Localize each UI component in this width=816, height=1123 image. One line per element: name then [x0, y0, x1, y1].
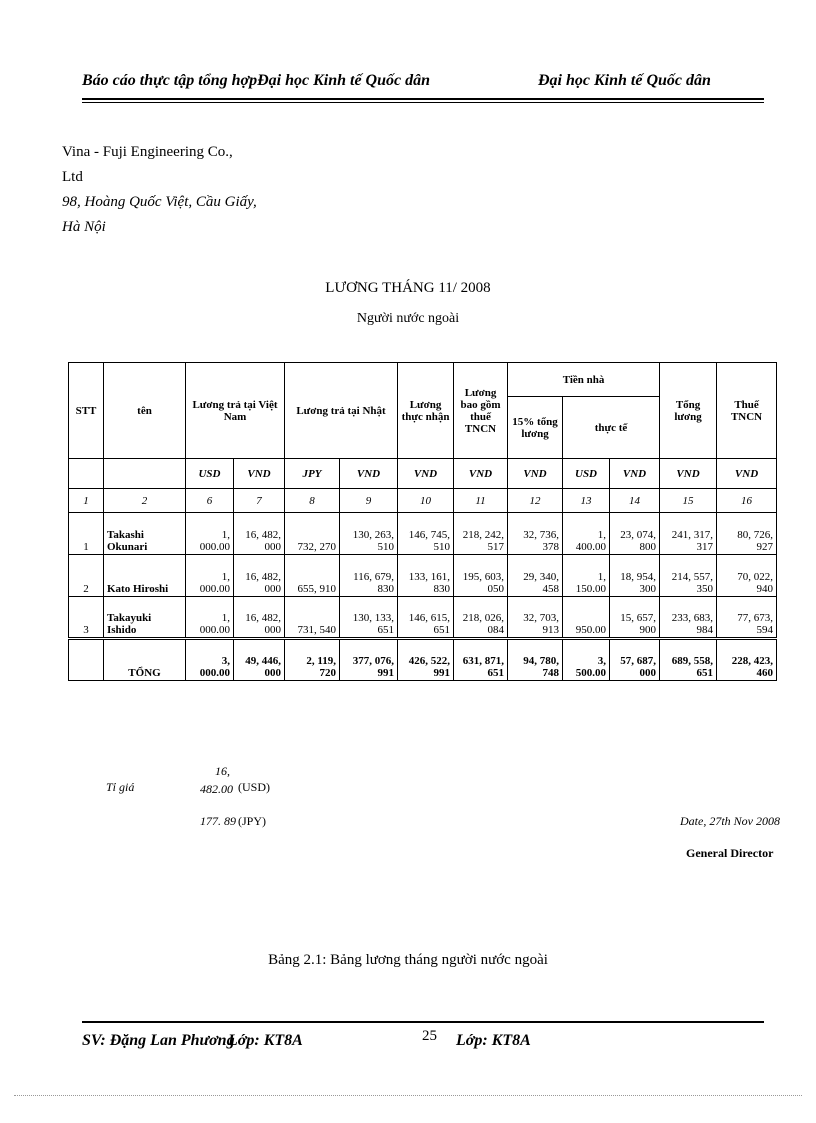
- cell: 80, 726, 927: [717, 513, 777, 555]
- table-row: [69, 597, 777, 639]
- cell: 1, 150.00: [563, 555, 610, 597]
- footer-rule: [82, 1021, 764, 1023]
- row-name: Takashi Okunari: [104, 513, 186, 555]
- total-cell: 228, 423, 460: [717, 639, 777, 681]
- cell: 130, 133, 651: [340, 597, 398, 639]
- total-cell: 94, 780, 748: [508, 639, 563, 681]
- cell: 116, 679, 830: [340, 555, 398, 597]
- column-number: 6: [186, 489, 234, 513]
- header-tong-luong: Tổng lương: [660, 363, 717, 459]
- row-stt: 2: [69, 555, 104, 597]
- page-number: 25: [422, 1028, 437, 1044]
- column-number: 13: [563, 489, 610, 513]
- column-number: 7: [234, 489, 285, 513]
- usd-rate-unit: (USD): [238, 780, 270, 794]
- unit-cell: VND: [508, 459, 563, 489]
- column-number: 15: [660, 489, 717, 513]
- total-cell: 689, 558, 651: [660, 639, 717, 681]
- usd-rate-value: 16, 482.00: [200, 764, 233, 796]
- header-tien-nha: Tiền nhà: [508, 363, 660, 397]
- total-row: [69, 639, 777, 681]
- total-cell: 2, 119, 720: [285, 639, 340, 681]
- header-15pct: 15% tổng lương: [508, 397, 563, 459]
- cell: 218, 242, 517: [454, 513, 508, 555]
- column-number: 10: [398, 489, 454, 513]
- unit-cell: VND: [610, 459, 660, 489]
- table-row: [69, 513, 777, 555]
- payroll-table: [68, 362, 777, 681]
- document-subtitle: Người nước ngoài: [356, 311, 460, 326]
- row-stt: 3: [69, 597, 104, 639]
- column-number: 2: [104, 489, 186, 513]
- total-cell: 631, 871, 651: [454, 639, 508, 681]
- column-number: 8: [285, 489, 340, 513]
- unit-cell: VND: [234, 459, 285, 489]
- total-cell: 3, 500.00: [563, 639, 610, 681]
- document-title: LƯƠNG THÁNG 11/ 2008: [325, 280, 491, 296]
- cell: 732, 270: [285, 513, 340, 555]
- cell: 1, 000.00: [186, 597, 234, 639]
- total-cell: 426, 522, 991: [398, 639, 454, 681]
- unit-cell: VND: [717, 459, 777, 489]
- column-number: 12: [508, 489, 563, 513]
- unit-cell: JPY: [285, 459, 340, 489]
- company-address-line2: Hà Nội: [62, 219, 106, 235]
- header-right: Đại học Kinh tế Quốc dân: [538, 72, 711, 89]
- header-stt: STT: [69, 363, 104, 459]
- footer-class-2: Lớp: KT8A: [456, 1032, 531, 1049]
- header-luong-bao-gom: Lương bao gồm thuế TNCN: [454, 363, 508, 459]
- cell: 195, 603, 050: [454, 555, 508, 597]
- unit-empty: [104, 459, 186, 489]
- cell: 29, 340, 458: [508, 555, 563, 597]
- footer-class: Lớp: KT8A: [228, 1032, 303, 1049]
- cell: 32, 736, 378: [508, 513, 563, 555]
- cell: 70, 022, 940: [717, 555, 777, 597]
- column-number: 1: [69, 489, 104, 513]
- cell: 18, 954, 300: [610, 555, 660, 597]
- jpy-rate-unit: (JPY): [238, 814, 267, 828]
- cell: 146, 745, 510: [398, 513, 454, 555]
- cell: 146, 615, 651: [398, 597, 454, 639]
- company-address-line1: 98, Hoàng Quốc Việt, Cầu Giấy,: [62, 194, 257, 210]
- cell: 1, 400.00: [563, 513, 610, 555]
- company-name-line2: Ltd: [62, 169, 83, 185]
- column-number: 14: [610, 489, 660, 513]
- unit-cell: VND: [398, 459, 454, 489]
- header-luong-vn: Lương trả tại Việt Nam: [186, 363, 285, 459]
- header-thue: Thuế TNCN: [717, 363, 777, 459]
- total-cell: 57, 687, 000: [610, 639, 660, 681]
- total-cell: 49, 446, 000: [234, 639, 285, 681]
- table-row: [69, 555, 777, 597]
- company-block: [62, 140, 257, 240]
- column-number: 9: [340, 489, 398, 513]
- row-stt: 1: [69, 513, 104, 555]
- cell: 233, 683, 984: [660, 597, 717, 639]
- cell: 1, 000.00: [186, 513, 234, 555]
- unit-empty: [69, 459, 104, 489]
- document-date: Date, 27th Nov 2008: [680, 814, 780, 828]
- header-luong-nhat: Lương trả tại Nhật: [285, 363, 398, 459]
- total-cell: 3, 000.00: [186, 639, 234, 681]
- header-ten: tên: [104, 363, 186, 459]
- header-rule: [82, 98, 764, 100]
- cell: 218, 026, 084: [454, 597, 508, 639]
- jpy-rate-value: 177. 89: [200, 814, 236, 828]
- exchange-rate-label: Tỉ giá: [106, 780, 135, 794]
- row-name: Kato Hiroshi: [104, 555, 186, 597]
- cell: 16, 482, 000: [234, 555, 285, 597]
- page-bottom-divider: [14, 1095, 802, 1096]
- column-number: 11: [454, 489, 508, 513]
- cell: 15, 657, 900: [610, 597, 660, 639]
- cell: 241, 317, 317: [660, 513, 717, 555]
- total-cell: 377, 076, 991: [340, 639, 398, 681]
- cell: 731, 540: [285, 597, 340, 639]
- cell: 1, 000.00: [186, 555, 234, 597]
- cell: 16, 482, 000: [234, 597, 285, 639]
- row-name: Takayuki Ishido: [104, 597, 186, 639]
- cell: 77, 673, 594: [717, 597, 777, 639]
- cell: 16, 482, 000: [234, 513, 285, 555]
- cell: 214, 557, 350: [660, 555, 717, 597]
- header-rule-thin: [82, 102, 764, 103]
- column-number: 16: [717, 489, 777, 513]
- unit-cell: USD: [563, 459, 610, 489]
- cell: 23, 074, 800: [610, 513, 660, 555]
- cell: 130, 263, 510: [340, 513, 398, 555]
- header-luong-thuc-nhan: Lương thực nhận: [398, 363, 454, 459]
- header-thuc-te: thực tế: [563, 397, 660, 459]
- cell: 950.00: [563, 597, 610, 639]
- unit-cell: VND: [454, 459, 508, 489]
- cell: 655, 910: [285, 555, 340, 597]
- cell: 32, 703, 913: [508, 597, 563, 639]
- header-left: Báo cáo thực tập tổng hợpĐại học Kinh tế Quốc dân: [82, 72, 430, 89]
- total-stt-empty: [69, 639, 104, 681]
- unit-cell: USD: [186, 459, 234, 489]
- table-caption: Bảng 2.1: Bảng lương tháng người nước ngoài: [268, 952, 548, 968]
- unit-cell: VND: [660, 459, 717, 489]
- signature-title: General Director: [686, 846, 774, 860]
- unit-cell: VND: [340, 459, 398, 489]
- company-name-line1: Vina - Fuji Engineering Co.,: [62, 144, 233, 160]
- total-label: TỔNG: [104, 639, 186, 681]
- cell: 133, 161, 830: [398, 555, 454, 597]
- footer-student: SV: Đặng Lan Phương: [82, 1032, 235, 1049]
